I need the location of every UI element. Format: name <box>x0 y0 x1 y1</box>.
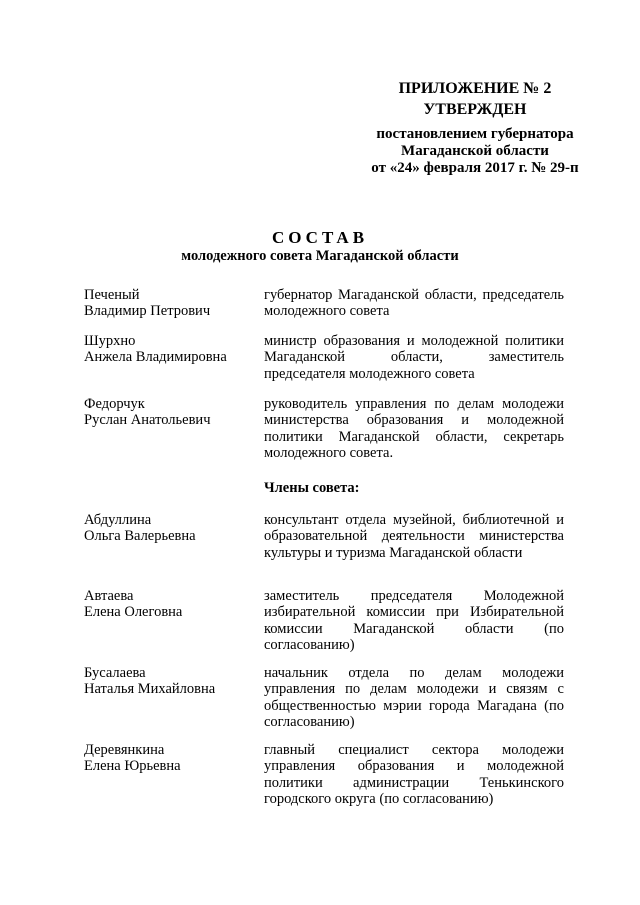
members-section-label: Члены совета: <box>264 480 360 496</box>
person-surname: Автаева <box>84 588 134 604</box>
person-surname: Бусалаева <box>84 665 146 681</box>
person-role: начальник отдела по делам молодежи управления по делам молодежи и связям с общественностью мэрии города Магадана (по согласованию) <box>264 665 564 730</box>
person-role: губернатор Магаданской области, председатель молодежного совета <box>264 287 564 320</box>
approval-date-line: от «24» февраля 2017 г. № 29-п <box>371 160 579 176</box>
person-name <box>84 665 264 730</box>
council-entry <box>84 665 564 730</box>
person-name <box>84 287 264 320</box>
person-surname: Деревянкина <box>84 742 165 758</box>
person-given-name: Владимир Петрович <box>84 303 211 320</box>
council-entry <box>84 287 564 320</box>
approval-line-1: постановлением губернатора <box>376 126 574 142</box>
person-name <box>84 333 264 382</box>
person-role: руководитель управления по делам молодежи министерства образования и молодежной политики Магаданской области, секретарь молодежного совета. <box>264 396 564 461</box>
person-given-name: Руслан Анатольевич <box>84 412 211 429</box>
council-entry <box>84 588 564 653</box>
person-given-name: Анжела Владимировна <box>84 349 227 366</box>
person-given-name: Наталья Михайловна <box>84 681 216 698</box>
council-entry <box>84 396 564 461</box>
person-role: заместитель председателя Молодежной избирательной комиссии при Избирательной комиссии Магаданской области (по согласованию) <box>264 588 564 653</box>
person-surname: Абдуллина <box>84 512 152 528</box>
person-role: главный специалист сектора молодежи управления образования и молодежной политики администрации Тенькинского городского округа (по согласованию) <box>264 742 564 807</box>
appendix-number: ПРИЛОЖЕНИЕ № 2 <box>398 80 552 97</box>
person-name <box>84 588 264 653</box>
council-entry <box>84 512 564 561</box>
person-surname: Печеный <box>84 287 140 303</box>
person-name <box>84 742 264 807</box>
person-given-name: Елена Юрьевна <box>84 758 181 775</box>
document-heading: СОСТАВ <box>271 228 369 247</box>
person-name <box>84 512 264 561</box>
person-surname: Шурхно <box>84 333 136 349</box>
person-given-name: Елена Олеговна <box>84 604 183 621</box>
approval-line-2: Магаданской области <box>401 143 549 159</box>
person-name <box>84 396 264 461</box>
person-role: министр образования и молодежной политики Магаданской области, заместитель председателя молодежного совета <box>264 333 564 382</box>
approval-block <box>340 80 610 177</box>
approval-status: УТВЕРЖДЕН <box>423 101 527 118</box>
person-given-name: Ольга Валерьевна <box>84 528 196 545</box>
person-role: консультант отдела музейной, библиотечной и образовательной деятельности министерства культуры и туризма Магаданской области <box>264 512 564 561</box>
person-surname: Федорчук <box>84 396 145 412</box>
council-entry <box>84 333 564 382</box>
council-entry <box>84 742 564 807</box>
document-subheading: молодежного совета Магаданской области <box>181 248 459 264</box>
